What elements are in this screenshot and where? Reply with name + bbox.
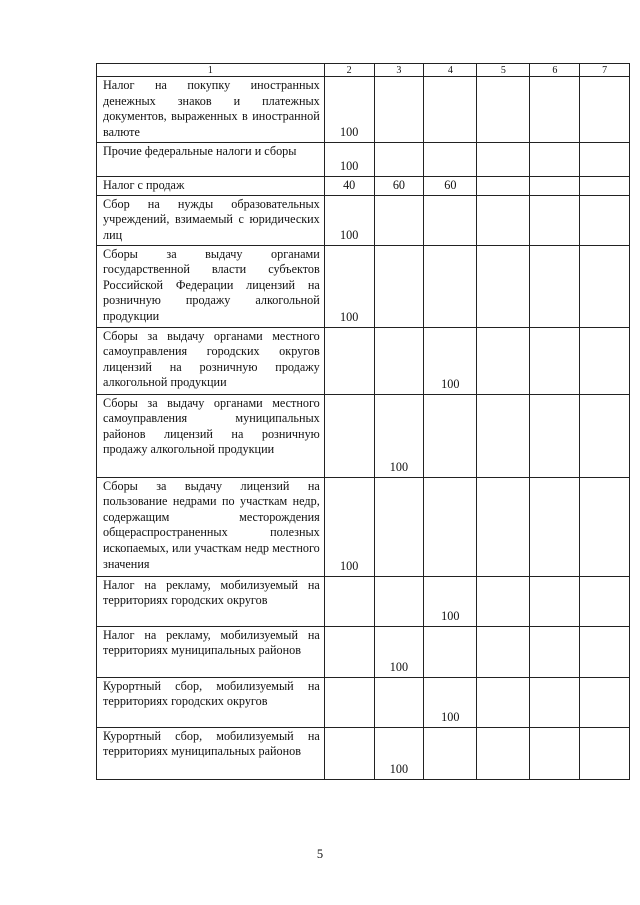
- value-cell: [477, 327, 530, 394]
- tax-distribution-table: [96, 63, 630, 780]
- value-cell: [324, 626, 374, 677]
- value-cell: [324, 677, 374, 727]
- value-cell: [477, 626, 530, 677]
- value-cell: [374, 677, 424, 727]
- value-cell: [530, 477, 580, 576]
- value-cell: [477, 245, 530, 327]
- value-cell: [424, 77, 477, 143]
- value-cell: 100: [374, 394, 424, 477]
- column-header-1: 1: [97, 64, 325, 77]
- tax-name-cell: Сборы за выдачу органами местного самоуправления городских округов лицензий на розничную продажу алкогольной продукции: [97, 327, 325, 394]
- value-cell: [324, 394, 374, 477]
- value-cell: [424, 727, 477, 779]
- value-cell: [374, 327, 424, 394]
- value-cell: 60: [374, 177, 424, 196]
- value-cell: [580, 245, 630, 327]
- value-cell: 100: [324, 195, 374, 245]
- value-cell: [580, 143, 630, 177]
- value-cell: 100: [324, 245, 374, 327]
- tax-name-cell: Налог на рекламу, мобилизуемый на территориях городских округов: [97, 576, 325, 626]
- value-cell: [477, 195, 530, 245]
- tax-name-cell: Прочие федеральные налоги и сборы: [97, 143, 325, 177]
- value-cell: [424, 143, 477, 177]
- table-row: [97, 727, 630, 779]
- value-cell: [580, 327, 630, 394]
- table-row: [97, 195, 630, 245]
- tax-name-cell: Налог на покупку иностранных денежных знаков и платежных документов, выраженных в иностранной валюте: [97, 77, 325, 143]
- value-cell: [424, 195, 477, 245]
- value-cell: 100: [324, 477, 374, 576]
- value-cell: 100: [324, 77, 374, 143]
- table-row: [97, 327, 630, 394]
- tax-name-cell: Сборы за выдачу органами местного самоуправления муниципальных районов лицензий на розничную продажу алкогольной продукции: [97, 394, 325, 477]
- value-cell: [324, 576, 374, 626]
- value-cell: 100: [424, 677, 477, 727]
- value-cell: [580, 626, 630, 677]
- value-cell: [580, 677, 630, 727]
- value-cell: [374, 77, 424, 143]
- value-cell: [580, 177, 630, 196]
- value-cell: [477, 477, 530, 576]
- value-cell: [374, 195, 424, 245]
- value-cell: [580, 477, 630, 576]
- table-row: [97, 626, 630, 677]
- table-row: [97, 177, 630, 196]
- value-cell: [477, 727, 530, 779]
- value-cell: 100: [374, 626, 424, 677]
- value-cell: [530, 626, 580, 677]
- value-cell: [477, 143, 530, 177]
- column-header-6: 6: [530, 64, 580, 77]
- value-cell: [477, 177, 530, 196]
- value-cell: [424, 626, 477, 677]
- table-row: [97, 394, 630, 477]
- table-row: [97, 245, 630, 327]
- value-cell: [324, 727, 374, 779]
- value-cell: [374, 245, 424, 327]
- column-header-7: 7: [580, 64, 630, 77]
- tax-name-cell: Налог с продаж: [97, 177, 325, 196]
- value-cell: [477, 77, 530, 143]
- tax-name-cell: Налог на рекламу, мобилизуемый на территориях муниципальных районов: [97, 626, 325, 677]
- value-cell: [477, 394, 530, 477]
- value-cell: [477, 576, 530, 626]
- value-cell: [580, 77, 630, 143]
- value-cell: [530, 727, 580, 779]
- table-row: [97, 477, 630, 576]
- value-cell: 100: [374, 727, 424, 779]
- value-cell: [530, 677, 580, 727]
- value-cell: [477, 677, 530, 727]
- value-cell: 100: [424, 327, 477, 394]
- value-cell: [374, 576, 424, 626]
- tax-name-cell: Сбор на нужды образовательных учреждений, взимаемый с юридических лиц: [97, 195, 325, 245]
- value-cell: [530, 576, 580, 626]
- value-cell: [424, 394, 477, 477]
- value-cell: 100: [324, 143, 374, 177]
- value-cell: [424, 477, 477, 576]
- tax-name-cell: Сборы за выдачу органами государственной власти субъектов Российской Федерации лицензий на розничную продажу алкогольной продукции: [97, 245, 325, 327]
- column-header-3: 3: [374, 64, 424, 77]
- value-cell: [374, 143, 424, 177]
- value-cell: [580, 394, 630, 477]
- value-cell: [580, 576, 630, 626]
- value-cell: [530, 143, 580, 177]
- column-header-4: 4: [424, 64, 477, 77]
- value-cell: 40: [324, 177, 374, 196]
- value-cell: [580, 195, 630, 245]
- tax-name-cell: Курортный сбор, мобилизуемый на территориях городских округов: [97, 677, 325, 727]
- value-cell: 100: [424, 576, 477, 626]
- tax-name-cell: Сборы за выдачу лицензий на пользование недрами по участкам недр, содержащим месторождения общераспространенных полезных ископаемых, или участкам недр местного значения: [97, 477, 325, 576]
- value-cell: [374, 477, 424, 576]
- column-header-5: 5: [477, 64, 530, 77]
- value-cell: [580, 727, 630, 779]
- value-cell: [530, 245, 580, 327]
- table-row: [97, 143, 630, 177]
- value-cell: [424, 245, 477, 327]
- value-cell: [530, 394, 580, 477]
- value-cell: 60: [424, 177, 477, 196]
- tax-name-cell: Курортный сбор, мобилизуемый на территориях муниципальных районов: [97, 727, 325, 779]
- value-cell: [324, 327, 374, 394]
- value-cell: [530, 77, 580, 143]
- value-cell: [530, 195, 580, 245]
- table-row: [97, 576, 630, 626]
- page-number: 5: [316, 847, 324, 861]
- table-header-row: [97, 64, 630, 77]
- table-row: [97, 77, 630, 143]
- value-cell: [530, 177, 580, 196]
- value-cell: [530, 327, 580, 394]
- table-row: [97, 677, 630, 727]
- column-header-2: 2: [324, 64, 374, 77]
